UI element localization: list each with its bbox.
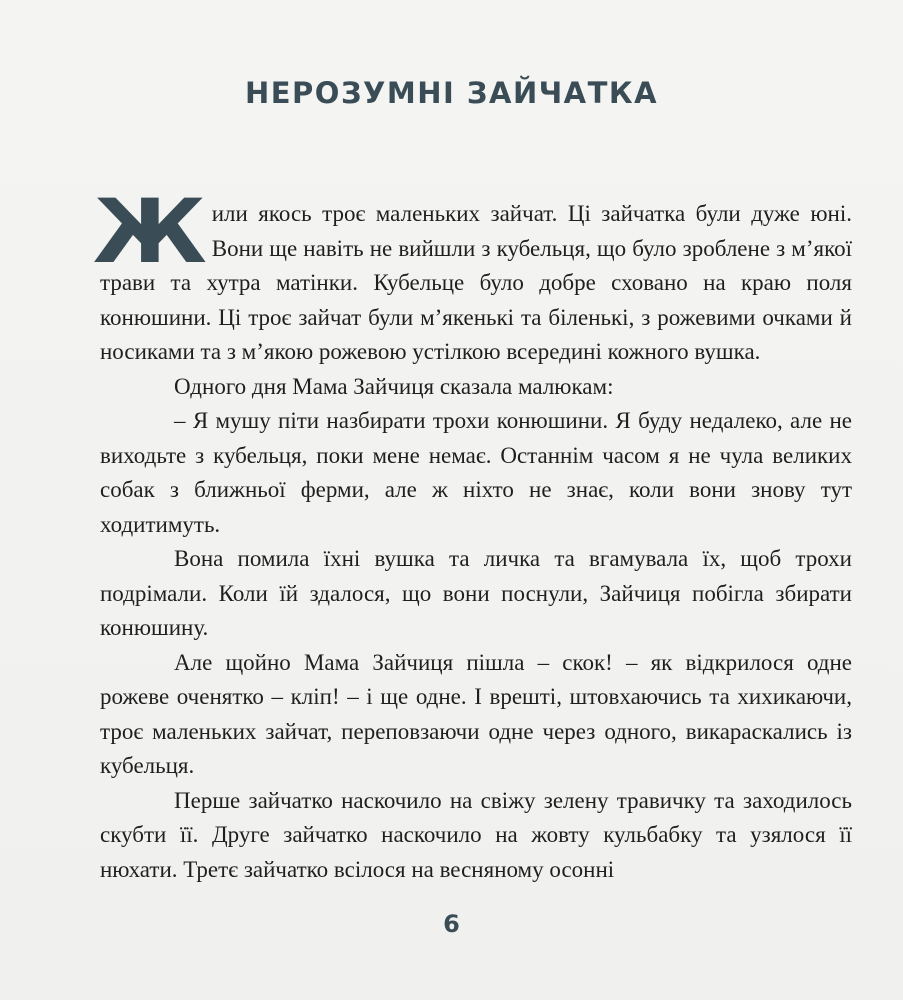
paragraph-1-text: или якось троє маленьких зайчат. Ці зайчатка були дуже юні. Вони ще навіть не вийшли з кубельця, що було зроблене з м’якої трави та хутра матінки. Кубельце було добре сховано на краю поля конюшини. Ці троє зайчат були м’якенькі та біленькі, з рожевими очками й носиками та з м’якою рожевою устілкою всередині кожного вушка. [100,201,852,364]
paragraph-2: Одного дня Мама Зайчиця сказала малюкам: [174,373,614,399]
paragraph-3: – Я мушу піти назбирати трохи конюшини. Я буду недалеко, але не виходьте з кубельця, поки мене немає. Останнім часом я не чула великих собак з ближньої ферми, але ж ніхто не знає, коли вони знову тут ходитимуть. [100,408,852,537]
chapter-title: НЕРОЗУМНІ ЗАЙЧАТКА [244,76,659,110]
paragraph-4: Вона помила їхні вушка та личка та вгамувала їх, щоб трохи подрімали. Коли їй здалося, що вони поснули, Зайчиця побігла збирати конюшину. [100,546,852,640]
paragraph-1 [92,180,852,370]
paragraph-6: Перше зайчатко наскочило на свіжу зелену травичку та заходилось скубти її. Друге зайчатко наскочило на жовту кульбабку та узялося її нюхати. Третє зайчатко всілося на весняному осонні [100,787,852,882]
paragraph-5: Але щойно Мама Зайчиця пішла – скок! – як відкрилося одне рожеве оченятко – кліп! – і ще одне. І врешті, штовхаючись та хихикаючи, троє маленьких зайчат, переповзаючи одне через одного, викараскались із кубельця. [100,649,852,778]
page-number: 6 [443,910,460,938]
story-text [92,180,852,887]
drop-cap: Ж [92,180,207,283]
